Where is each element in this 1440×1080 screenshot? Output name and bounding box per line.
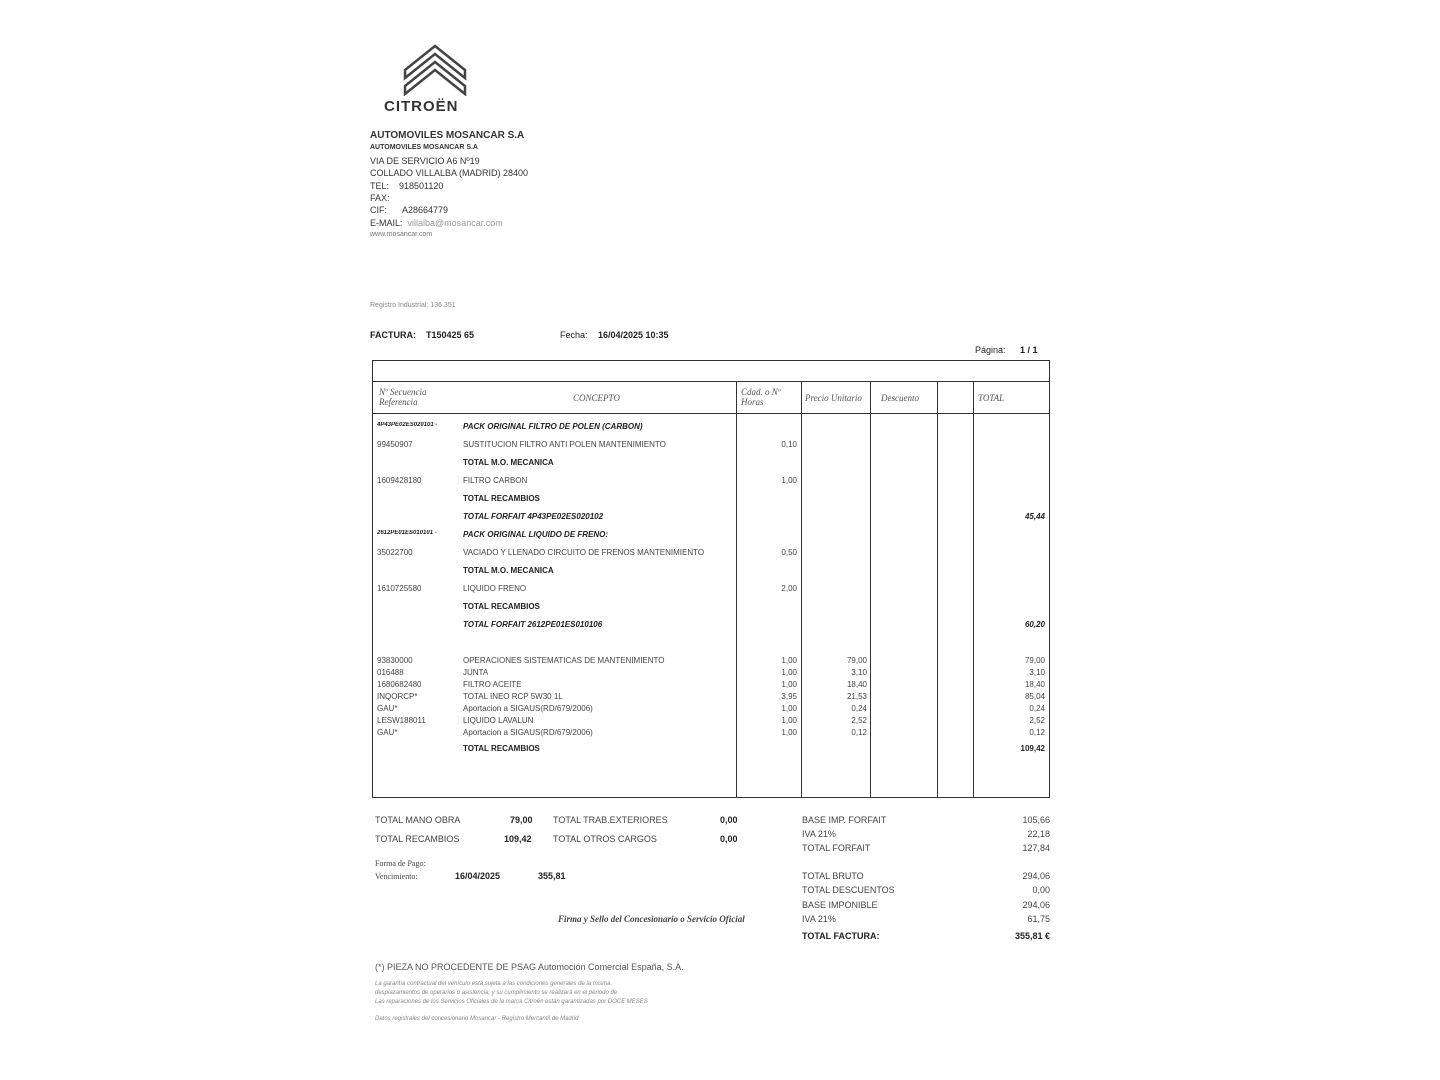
row-ref: GAU*	[377, 704, 398, 713]
row-total: 45,44	[1024, 512, 1045, 521]
row-precio: 18,40	[846, 680, 867, 689]
company-address: VIA DE SERVICIO A6 Nº19	[370, 155, 480, 166]
row-cantidad: 1,00	[781, 728, 797, 737]
summary-value: 294,06	[1022, 871, 1050, 881]
row-cantidad: 3,95	[781, 692, 797, 701]
col-header-precio: Precio Unitario	[805, 393, 862, 403]
row-ref: 4P43PE02ES020101 -	[377, 422, 438, 428]
row-cantidad: 1,00	[781, 656, 797, 665]
company-info	[370, 130, 528, 242]
factura-number: T150425 65	[426, 330, 475, 340]
row-total: 60,20	[1024, 620, 1045, 629]
row-concepto: FILTRO CARBON	[463, 476, 528, 485]
row-cantidad: 1,00	[781, 716, 797, 725]
row-concepto: TOTAL INEO RCP 5W30 1L	[463, 692, 563, 701]
row-cantidad: 2,00	[781, 584, 797, 593]
recambios-value: 109,42	[504, 834, 532, 844]
row-concepto: JUNTA	[463, 668, 489, 677]
registry-note: Registro Industrial: 136.351	[370, 302, 456, 309]
summary-value: 294,06	[1022, 900, 1050, 910]
row-concepto: FILTRO ACEITE	[463, 680, 522, 689]
row-precio: 21,53	[846, 692, 867, 701]
footer-legal: La garantía contractual del vehículo está sujeta a las condiciones generales de la misma. desplazamientos de operarios o asistencia, y su cumplimiento se realizará en el periodo de Las reparaciones de los Servicios Oficiales de la marca Citroën están garantizadas por DOCE MESES Datos registrales del concesionario Mosancar - Registro Mercantil de Madrid	[375, 981, 648, 1022]
row-total: 2,52	[1029, 716, 1045, 725]
col-header-concepto: CONCEPTO	[573, 393, 620, 403]
summary-value: 355,81 €	[1014, 931, 1050, 941]
company-name: AUTOMOVILES MOSANCAR S.A	[370, 130, 525, 141]
row-cantidad: 1,00	[781, 476, 797, 485]
row-cantidad: 0,10	[781, 440, 797, 449]
row-concepto: OPERACIONES SISTEMATICAS DE MANTENIMIENTO	[463, 656, 665, 665]
row-concepto: TOTAL RECAMBIOS	[463, 744, 540, 753]
row-ref: 93830000	[377, 656, 413, 665]
col-divider	[973, 381, 974, 797]
row-concepto: PACK ORIGINAL FILTRO DE POLEN (CARBON)	[463, 422, 643, 431]
col-divider	[870, 381, 871, 797]
summary-label: IVA 21%	[802, 914, 836, 924]
row-ref: 1680682480	[377, 680, 422, 689]
row-concepto: LIQUIDO FRENO	[463, 584, 527, 593]
row-total: 3,10	[1029, 668, 1045, 677]
row-ref: 1609428180	[377, 476, 422, 485]
summary-label: IVA 21%	[802, 829, 836, 839]
row-total: 18,40	[1024, 680, 1045, 689]
col-header-ref: Nº Secuencia Referencia	[379, 387, 427, 407]
vencimiento-label: Vencimiento:	[375, 872, 418, 881]
trab-ext-value: 0,00	[720, 815, 738, 825]
summary-label: TOTAL FACTURA:	[802, 931, 880, 941]
forma-pago-label: Forma de Pago:	[375, 859, 426, 868]
footer-note: (*) PIEZA NO PROCEDENTE DE PSAG Automoción Comercial España, S.A.	[375, 962, 684, 972]
company-web: www.mosancar.com	[370, 231, 433, 239]
summary-value: 105,66	[1022, 815, 1050, 825]
citroen-logo-icon	[395, 40, 475, 101]
factura-label: FACTURA:	[370, 330, 416, 340]
row-concepto: TOTAL RECAMBIOS	[463, 602, 540, 611]
table-top-rule	[373, 381, 1049, 382]
row-total: 85,04	[1024, 692, 1045, 701]
summary-label: TOTAL BRUTO	[802, 871, 864, 881]
mano-obra-value: 79,00	[510, 815, 533, 825]
summary-label: TOTAL FORFAIT	[802, 843, 871, 853]
company-cif: CIF: A28664779	[370, 205, 449, 216]
vencimiento-date: 16/04/2025	[455, 871, 501, 881]
row-concepto: TOTAL FORFAIT 4P43PE02ES020102	[463, 512, 604, 521]
row-cantidad: 0,50	[781, 548, 797, 557]
col-divider	[937, 381, 938, 797]
trab-ext-label: TOTAL TRAB.EXTERIORES	[553, 815, 668, 825]
mano-obra-label: TOTAL MANO OBRA	[375, 815, 461, 825]
row-total: 109,42	[1020, 744, 1045, 753]
row-concepto: TOTAL M.O. MECANICA	[463, 566, 554, 575]
row-concepto: Aportacion a SIGAUS(RD/679/2006)	[463, 728, 593, 737]
otros-value: 0,00	[720, 834, 738, 844]
col-header-total: TOTAL	[978, 393, 1005, 403]
summary-value: 0,00	[1032, 885, 1050, 895]
invoice-table	[372, 360, 1050, 798]
row-precio: 0,24	[851, 704, 867, 713]
row-ref: LESW188011	[377, 716, 426, 725]
row-concepto: TOTAL RECAMBIOS	[463, 494, 540, 503]
row-ref: 99450907	[377, 440, 413, 449]
row-total: 0,24	[1029, 704, 1045, 713]
row-concepto: PACK ORIGINAL LIQUIDO DE FRENO:	[463, 530, 609, 539]
row-ref: GAU*	[377, 728, 398, 737]
row-total: 79,00	[1024, 656, 1045, 665]
row-ref: 2612PE01ES010101 -	[377, 530, 437, 536]
vencimiento-amount: 355,81	[538, 871, 566, 881]
company-name-small: AUTOMOVILES MOSANCAR S.A	[370, 144, 478, 152]
row-concepto: TOTAL FORFAIT 2612PE01ES010106	[463, 620, 603, 629]
row-concepto: LIQUIDO LAVALUN	[463, 716, 534, 725]
row-cantidad: 1,00	[781, 680, 797, 689]
row-precio: 2,52	[851, 716, 867, 725]
pagina-value: 1 / 1	[1020, 345, 1038, 355]
summary-label: TOTAL DESCUENTOS	[802, 885, 895, 895]
fecha-label: Fecha:	[560, 330, 588, 340]
company-email: E-MAIL: villalba@mosancar.com	[370, 217, 503, 228]
summary-value: 61,75	[1027, 914, 1050, 924]
row-ref: 1610725580	[377, 584, 422, 593]
fecha-value: 16/04/2025 10:35	[598, 330, 669, 340]
col-divider	[736, 381, 737, 797]
otros-label: TOTAL OTROS CARGOS	[553, 834, 657, 844]
table-header-rule	[373, 413, 1049, 414]
col-divider	[801, 381, 802, 797]
row-concepto: TOTAL M.O. MECANICA	[463, 458, 554, 467]
company-city: COLLADO VILLALBA (MADRID) 28400	[370, 168, 529, 179]
company-tel: TEL: 918501120	[370, 180, 444, 191]
recambios-label: TOTAL RECAMBIOS	[375, 834, 460, 844]
row-ref: 016488	[377, 668, 404, 677]
col-header-cantidad: Cdad. o Nº Horas	[741, 387, 781, 407]
row-precio: 0,12	[851, 728, 867, 737]
summary-value: 127,84	[1022, 843, 1050, 853]
row-cantidad: 1,00	[781, 668, 797, 677]
summary-label: BASE IMPONIBLE	[802, 900, 878, 910]
company-fax: FAX:	[370, 193, 390, 204]
row-precio: 79,00	[846, 656, 867, 665]
row-precio: 3,10	[851, 668, 867, 677]
pagina-label: Página:	[975, 345, 1006, 355]
row-ref: 35022700	[377, 548, 413, 557]
row-total: 0,12	[1029, 728, 1045, 737]
summary-label: BASE IMP. FORFAIT	[802, 815, 887, 825]
brand-name: CITROËN	[384, 98, 459, 115]
row-ref: INQORCP*	[377, 692, 418, 701]
row-cantidad: 1,00	[781, 704, 797, 713]
col-header-descuento: Descuento	[881, 393, 919, 403]
row-concepto: VACIADO Y LLENADO CIRCUITO DE FRENOS MANTENIMIENTO	[463, 548, 705, 557]
row-concepto: Aportacion a SIGAUS(RD/679/2006)	[463, 704, 593, 713]
summary-value: 22,18	[1027, 829, 1050, 839]
row-concepto: SUSTITUCION FILTRO ANTI POLEN MANTENIMIENTO	[463, 440, 666, 449]
firma-sello: Firma y Sello del Concesionario o Servicio Oficial	[558, 914, 745, 924]
